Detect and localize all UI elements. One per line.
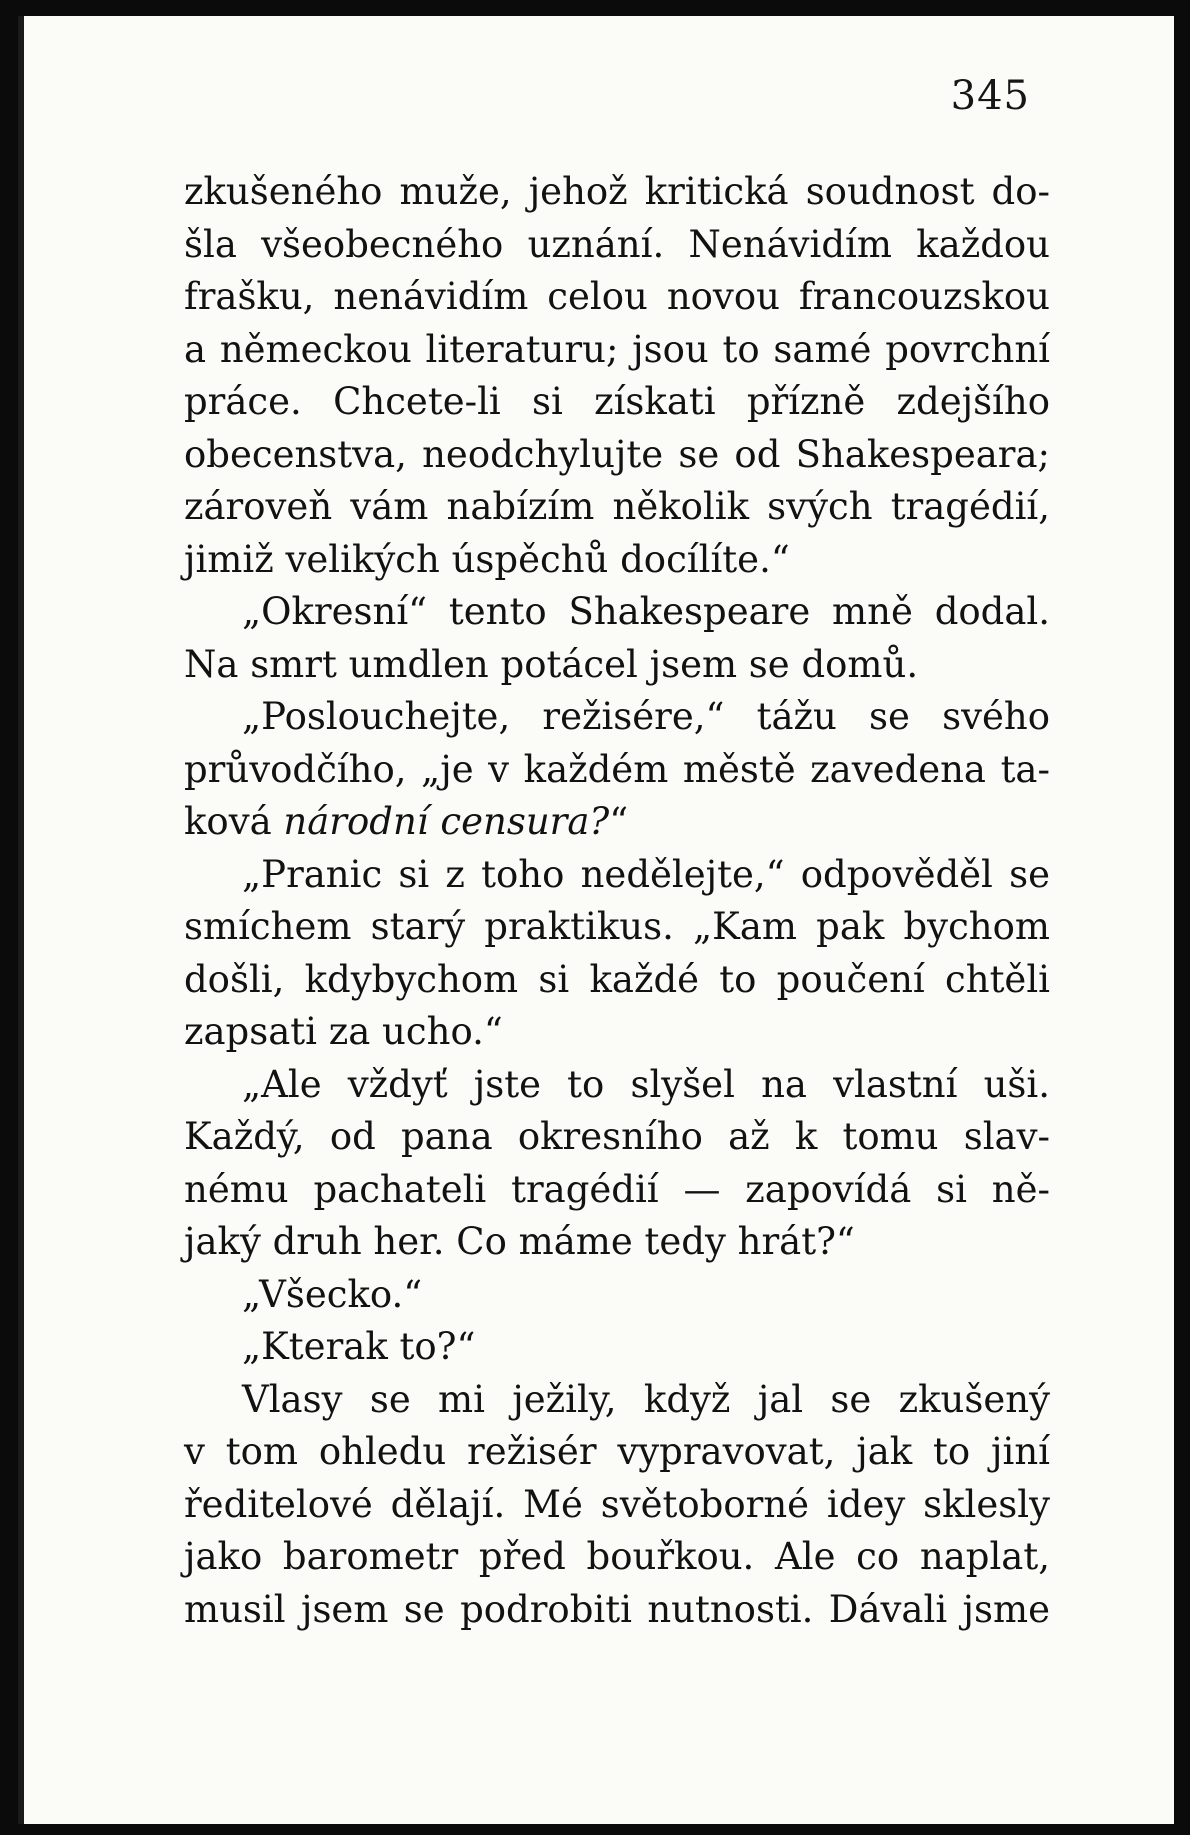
text-line: jako barometr před bouřkou. Ale co naplat, <box>184 1535 1050 1578</box>
book-page <box>18 16 1174 1824</box>
page-number: 345 <box>950 73 1030 119</box>
text-line: „Pranic si z toho nedělejte,“ odpověděl se <box>242 852 1050 896</box>
text-line: průvodčího, „je v každém městě zavedena ta- <box>184 747 1050 791</box>
text-line: smíchem starý praktikus. „Kam pak bychom <box>184 905 1050 948</box>
text-line: jimiž velikých úspěchů docílíte.“ <box>184 537 790 581</box>
text-segment: “ <box>609 800 629 843</box>
text-line: šla všeobecného uznání. Nenávidím každou <box>184 222 1050 266</box>
text-line <box>184 796 1050 849</box>
body-text <box>184 166 1050 1636</box>
text-line: „Poslouchejte, režisére,“ tážu se svého <box>242 695 1050 738</box>
text-line: Vlasy se mi ježily, když jal se zkušený <box>242 1377 1050 1421</box>
text-line: „Všecko.“ <box>242 1272 423 1316</box>
text-line: zapsati za ucho.“ <box>184 1010 503 1053</box>
text-line: Každý, od pana okresního až k tomu slav- <box>184 1115 1050 1158</box>
text-line: frašku, nenávidím celou novou francouzskou <box>184 275 1050 318</box>
text-line: Na smrt umdlen potácel jsem se domů. <box>184 642 919 686</box>
text-line: „Ale vždyť jste to slyšel na vlastní uši. <box>242 1062 1050 1106</box>
text-line: nému pachateli tragédií — zapovídá si ně- <box>184 1167 1050 1211</box>
text-line: v tom ohledu režisér vypravovat, jak to jiní <box>184 1430 1050 1473</box>
text-line: jaký druh her. Co máme tedy hrát?“ <box>184 1220 855 1263</box>
text-line: došli, kdybychom si každé to poučení chtěli <box>184 957 1050 1001</box>
text-line: musil jsem se podrobiti nutnosti. Dávali jsme <box>184 1587 1050 1631</box>
text-segment: ková <box>184 800 284 843</box>
text-line: ředitelové dělají. Mé světoborné idey sklesly <box>184 1482 1050 1526</box>
text-line: zároveň vám nabízím několik svých tragédií, <box>184 485 1050 528</box>
text-line: „Kterak to?“ <box>242 1325 476 1368</box>
text-line: a německou literaturu; jsou to samé povrchní <box>184 327 1050 371</box>
text-line: práce. Chcete-li si získati přízně zdejšího <box>184 380 1050 423</box>
text-line: „Okresní“ tento Shakespeare mně dodal. <box>242 590 1050 633</box>
text-line: zkušeného muže, jehož kritická soudnost do- <box>184 170 1050 213</box>
text-line: obecenstva, neodchylujte se od Shakespeara; <box>184 432 1050 476</box>
italic-phrase: národní censura? <box>283 800 610 843</box>
